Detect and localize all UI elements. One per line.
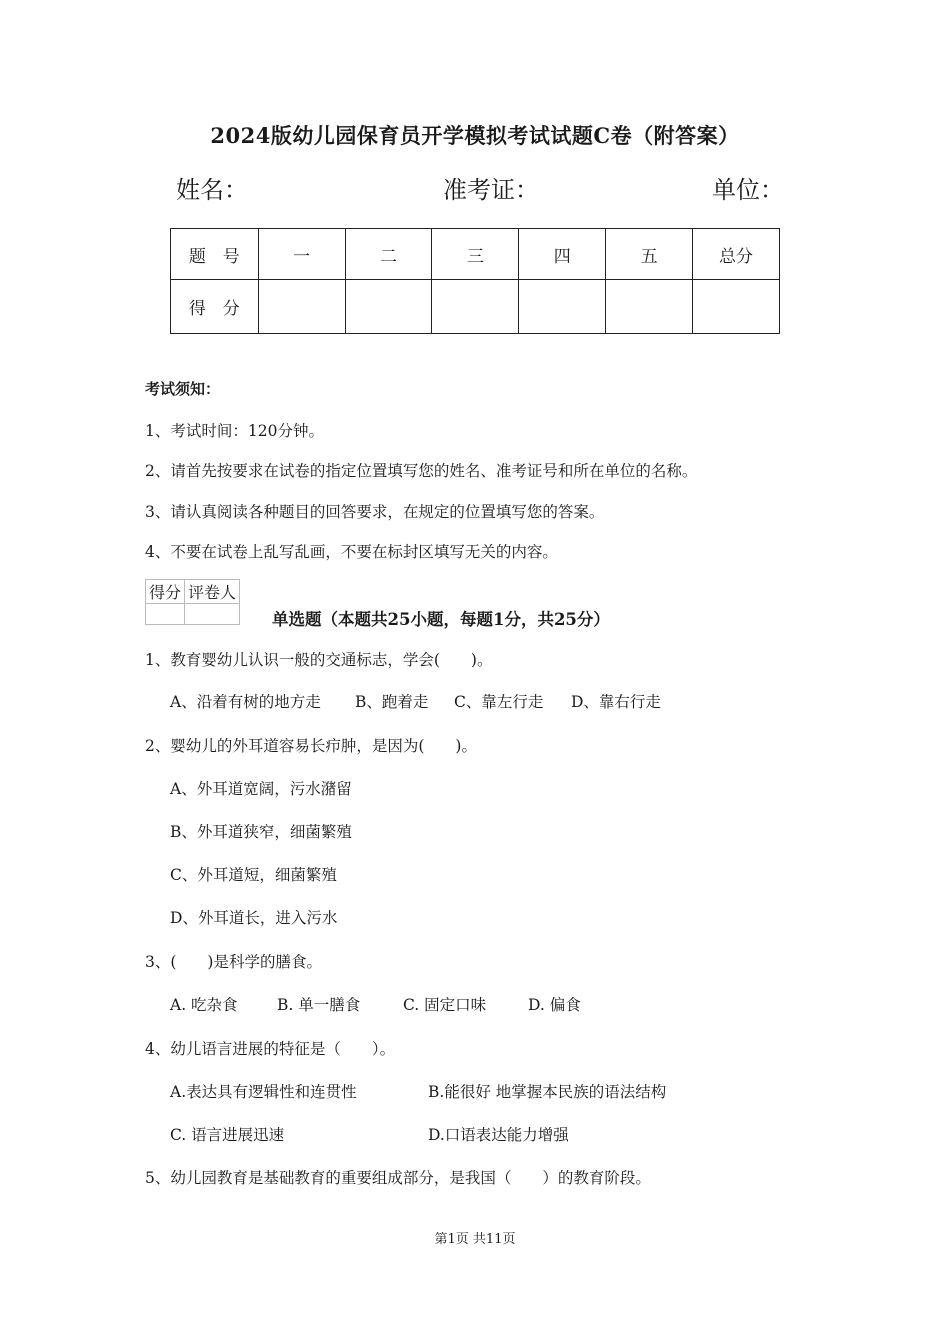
score-table-header-cell: 二 <box>345 229 432 280</box>
unit-field-label: 单位： <box>712 176 784 204</box>
question-stem: 4、幼儿语言进展的特征是（ ）。 <box>145 1040 396 1058</box>
question-option: C. 语言进展迅速 <box>170 1126 285 1144</box>
score-table-header-cell: 四 <box>519 229 606 280</box>
question-option: B. 单一膳食 <box>277 996 361 1014</box>
question-option: A. 吃杂食 <box>170 996 238 1014</box>
score-table-header-cell: 一 <box>258 229 345 280</box>
score-cell[interactable] <box>606 280 693 334</box>
grader-box <box>145 579 240 625</box>
score-cell[interactable] <box>258 280 345 334</box>
score-cell[interactable] <box>519 280 606 334</box>
score-cell[interactable] <box>432 280 519 334</box>
question-stem: 1、教育婴幼儿认识一般的交通标志，学会( )。 <box>145 651 493 669</box>
score-table-header-cell: 五 <box>606 229 693 280</box>
question-option: A.表达具有逻辑性和连贯性 <box>170 1083 357 1101</box>
score-table-header-cell: 三 <box>432 229 519 280</box>
score-table-header-row <box>171 229 780 280</box>
score-cell[interactable] <box>693 280 780 334</box>
notice-item: 4、不要在试卷上乱写乱画，不要在标封区填写无关的内容。 <box>145 543 558 561</box>
question-option: C、外耳道短，细菌繁殖 <box>170 866 337 884</box>
notice-item: 1、考试时间：120分钟。 <box>145 422 324 440</box>
question-option: C、靠左行走 <box>454 693 544 711</box>
question-option: B.能很好 地掌握本民族的语法结构 <box>428 1083 667 1101</box>
page-footer: 第1页 共11页 <box>434 1232 516 1247</box>
notice-item: 3、请认真阅读各种题目的回答要求，在规定的位置填写您的答案。 <box>145 503 605 521</box>
question-option: A、沿着有树的地方走 <box>170 693 321 711</box>
score-table-header-cell: 题 号 <box>171 229 259 280</box>
question-option: D.口语表达能力增强 <box>428 1126 569 1144</box>
score-row-label: 得 分 <box>171 280 259 334</box>
question-option: D、靠右行走 <box>571 693 661 711</box>
question-option: D. 偏食 <box>528 996 581 1014</box>
question-stem: 2、婴幼儿的外耳道容易长疖肿，是因为( )。 <box>145 737 477 755</box>
grader-reviewer-cell[interactable] <box>185 604 240 625</box>
grader-score-cell[interactable] <box>146 604 185 625</box>
exam-id-field-label: 准考证： <box>443 176 539 204</box>
question-option: B、外耳道狭窄，细菌繁殖 <box>170 823 352 841</box>
grader-score-label: 得分 <box>146 580 185 604</box>
score-table-header-cell: 总分 <box>693 229 780 280</box>
score-cell[interactable] <box>345 280 432 334</box>
question-option: A、外耳道宽阔，污水潴留 <box>170 780 352 798</box>
question-option: D、外耳道长，进入污水 <box>170 909 338 927</box>
grader-reviewer-label: 评卷人 <box>185 580 240 604</box>
name-field-label: 姓名： <box>176 176 248 204</box>
question-option: B、跑着走 <box>355 693 429 711</box>
question-stem: 3、( )是科学的膳食。 <box>145 953 322 971</box>
notice-item: 2、请首先按要求在试卷的指定位置填写您的姓名、准考证号和所在单位的名称。 <box>145 462 698 480</box>
page-title: 2024版幼儿园保育员开学模拟考试试题C卷（附答案） <box>210 123 740 148</box>
question-option: C. 固定口味 <box>403 996 487 1014</box>
question-stem: 5、幼儿园教育是基础教育的重要组成部分，是我国（ ）的教育阶段。 <box>145 1169 651 1187</box>
section-title: 单选题（本题共25小题，每题1分，共25分） <box>272 610 610 629</box>
notice-heading: 考试须知： <box>145 380 221 398</box>
score-table-score-row <box>171 280 780 334</box>
score-table <box>170 228 780 334</box>
